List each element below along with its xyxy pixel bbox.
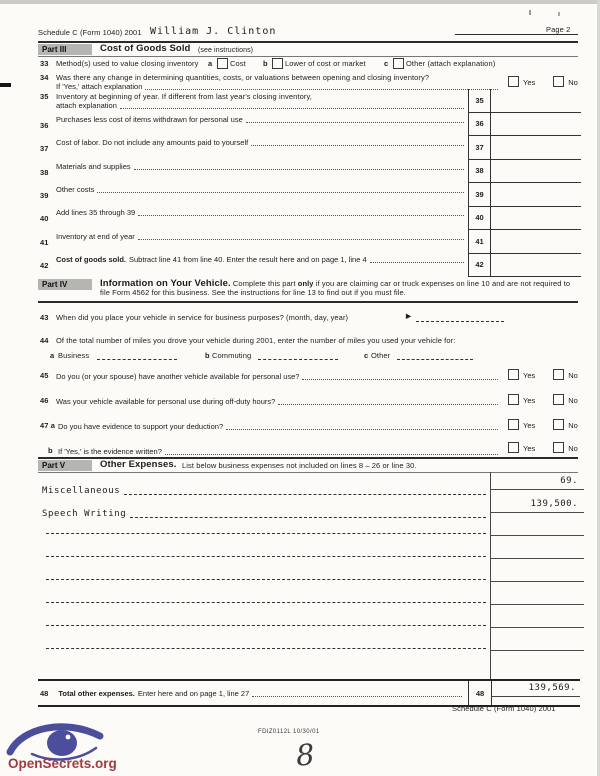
line44c-other-field[interactable] [397, 351, 473, 360]
line33-number: 33 [40, 59, 49, 68]
margin-mark [0, 83, 11, 87]
checkbox-yes[interactable] [508, 419, 519, 430]
part5-title: Other Expenses. [100, 459, 177, 470]
line48-row [38, 679, 580, 707]
expense-row [42, 532, 488, 535]
no-label: No [568, 444, 578, 453]
expense-amount[interactable]: 139,500. [490, 499, 584, 513]
line42-number: 42 [40, 261, 49, 270]
checkbox-no[interactable] [553, 394, 564, 405]
part3-title: Cost of Goods Sold [100, 43, 191, 54]
line46-number: 46 [40, 396, 49, 405]
handwritten-page-number: 8 [294, 737, 316, 773]
line37-amount[interactable] [491, 136, 581, 159]
checkbox-yes[interactable] [508, 394, 519, 405]
line41-text: Inventory at end of year [56, 232, 135, 241]
line48-text: Enter here and on page 1, line 27 [137, 689, 250, 698]
page-label: Page 2 [546, 25, 571, 34]
eye-iris [47, 730, 77, 756]
line47a-yesno [508, 419, 578, 430]
part3-note: (see instructions) [198, 47, 254, 54]
line41-amount[interactable] [491, 230, 581, 253]
table-row [469, 254, 581, 278]
line46-yesno [508, 394, 578, 405]
line42-bold: Cost of goods sold. [56, 255, 126, 264]
checkbox-no[interactable] [553, 369, 564, 380]
dotted-leader [138, 214, 464, 216]
expense-row [42, 647, 488, 650]
dashed-entry-line [46, 555, 486, 557]
expense-row [42, 486, 488, 496]
part4-desc1b: only [297, 279, 314, 288]
dashed-entry-line [124, 493, 486, 495]
dotted-leader [251, 144, 464, 146]
line42-text: Subtract line 41 from line 40. Enter the result here and on page 1, line 4 [129, 255, 367, 264]
dashed-entry-line [46, 532, 486, 534]
eye-sparkle [66, 735, 71, 740]
line38-number: 38 [40, 168, 49, 177]
expense-amount[interactable]: 69. [490, 476, 584, 490]
line33b-label: Lower of cost or market [285, 59, 366, 68]
table-row [469, 230, 581, 254]
yes-label: Yes [523, 444, 536, 453]
opensecrets-logo [0, 708, 122, 776]
line39-text: Other costs [56, 185, 95, 194]
line44a-letter: a [50, 351, 55, 360]
line44b-commuting-field[interactable] [258, 351, 338, 360]
line34-text2: If 'Yes,' attach explanation [56, 82, 143, 91]
expense-amount[interactable] [490, 637, 584, 651]
line33a-label: Cost [230, 59, 246, 68]
row-num: 39 [469, 183, 491, 206]
line44a-business-field[interactable] [97, 351, 177, 360]
yes-label: Yes [523, 421, 536, 430]
form-schedule-label: Schedule C (Form 1040) 2001 [38, 28, 142, 37]
part4-title: Information on Your Vehicle. [100, 278, 231, 289]
line45-text: Do you (or your spouse) have another vehicle available for personal use? [56, 372, 300, 381]
no-label: No [568, 421, 578, 430]
line35-text2: attach explanation [56, 101, 117, 110]
line39-row [56, 185, 466, 194]
dotted-leader [120, 107, 464, 109]
part5-label: Part V [38, 460, 92, 471]
line40-amount[interactable] [491, 207, 581, 230]
line35-text2-row [56, 101, 466, 110]
line40-text: Add lines 35 through 39 [56, 208, 136, 217]
line43-text: When did you place your vehicle in service for business purposes? (month, day, year) [56, 313, 349, 322]
line36-text: Purchases less cost of items withdrawn for personal use [56, 115, 243, 124]
line47a-number: 47 a [40, 421, 55, 430]
dotted-leader [246, 121, 464, 123]
no-label: No [568, 371, 578, 380]
line45-number: 45 [40, 371, 49, 380]
expense-row [42, 578, 488, 581]
checkbox-no[interactable] [553, 419, 564, 430]
dotted-leader [97, 191, 464, 193]
dotted-leader [145, 88, 498, 90]
dashed-entry-line [46, 578, 486, 580]
line44b-letter: b [205, 351, 210, 360]
logo-text[interactable]: OpenSecrets.org [8, 756, 117, 771]
line35-text1: Inventory at beginning of year. If different from last year's closing inventory, [56, 92, 312, 101]
line45-yesno [508, 369, 578, 380]
no-label: No [568, 396, 578, 405]
dotted-leader [370, 261, 464, 263]
dotted-leader [226, 428, 498, 430]
expense-row [42, 555, 488, 558]
expense-row [42, 509, 488, 519]
checkbox-cost[interactable] [217, 58, 228, 69]
scan-speck [558, 12, 560, 16]
part4-rule [38, 301, 578, 303]
line39-amount[interactable] [491, 183, 581, 206]
taxpayer-name: William J. Clinton [150, 26, 277, 37]
line44-text: Of the total number of miles you drove your vehicle during 2001, enter the number of miles you used your vehicle for: [56, 336, 456, 345]
checkbox-yes[interactable] [508, 442, 519, 453]
line35-amount[interactable] [491, 89, 581, 112]
part4-desc1a: Complete this part [232, 279, 296, 288]
line48-bold: Total other expenses. [58, 689, 135, 698]
line40-row [56, 208, 466, 217]
line33c-label: Other (attach explanation) [406, 59, 496, 68]
line48-label-row [40, 689, 464, 698]
line36-row [56, 115, 466, 124]
table-row [469, 207, 581, 231]
cogs-amount-table [468, 89, 581, 277]
checkbox-yes[interactable] [508, 76, 519, 87]
expense-amount[interactable] [490, 568, 584, 582]
line41-number: 41 [40, 238, 49, 247]
dotted-leader [134, 168, 464, 170]
line33a-letter: a [208, 59, 213, 68]
line43-date-field[interactable] [416, 313, 504, 322]
line36-number: 36 [40, 121, 49, 130]
table-row [469, 183, 581, 207]
part4-desc1c: if you are claiming car or truck expenses on line 10 and are not [315, 279, 532, 288]
footer-form-ref: Schedule C (Form 1040) 2001 [452, 704, 556, 713]
yes-label: Yes [523, 78, 536, 87]
row-num: 38 [469, 160, 491, 183]
part5-desc: List below business expenses not included on lines 8 – 26 or line 30. [182, 461, 417, 470]
line35-number: 35 [40, 92, 49, 101]
checkbox-no[interactable] [553, 76, 564, 87]
line42-amount[interactable] [491, 254, 581, 277]
row-num: 41 [469, 230, 491, 253]
no-label: No [568, 78, 578, 87]
expense-row [42, 624, 488, 627]
page-underline [455, 34, 578, 35]
table-row [469, 160, 581, 184]
line34-yesno [508, 76, 578, 87]
dashed-entry-line [46, 624, 486, 626]
checkbox-yes[interactable] [508, 369, 519, 380]
expense-amount[interactable] [490, 591, 584, 605]
line37-row [56, 138, 466, 147]
expense-row [42, 601, 488, 604]
line37-text: Cost of labor. Do not include any amounts paid to yourself [56, 138, 249, 147]
dashed-entry-line [46, 601, 486, 603]
checkbox-other[interactable] [393, 58, 404, 69]
line44c-label: Other [371, 351, 391, 360]
arrow-icon: ▶ [406, 313, 412, 320]
row-num: 37 [469, 136, 491, 159]
line38-text: Materials and supplies [56, 162, 131, 171]
line33-text: Method(s) used to value closing inventory [56, 59, 199, 68]
line42-row [56, 255, 466, 264]
part5-bar-rule [38, 472, 578, 473]
line34-number: 34 [40, 73, 49, 82]
line37-number: 37 [40, 144, 49, 153]
line48-box: 48 [468, 681, 492, 705]
line48-amount[interactable]: 139,569. [492, 683, 580, 697]
line47b-number: b [48, 446, 53, 455]
yes-label: Yes [523, 396, 536, 405]
dotted-leader [252, 695, 462, 697]
dotted-leader [138, 238, 464, 240]
part3-bar-rule [38, 56, 578, 57]
scan-edge-top [0, 0, 600, 4]
line46-text: Was your vehicle available for personal use during off-duty hours? [56, 397, 276, 406]
line38-amount[interactable] [491, 160, 581, 183]
line46-row [56, 397, 500, 406]
table-row [469, 113, 581, 137]
line48-number: 48 [40, 689, 49, 698]
part3-label: Part III [38, 44, 92, 55]
line44a-label: Business [58, 351, 90, 360]
dotted-leader [278, 403, 498, 405]
line34-text1: Was there any change in determining quantities, costs, or valuations between opening and closing inventory? [56, 73, 430, 82]
footer-doc-code: FDIZ0112L 10/30/01 [258, 729, 320, 735]
line38-row [56, 162, 466, 171]
checkbox-no[interactable] [553, 442, 564, 453]
line39-number: 39 [40, 191, 49, 200]
line34-text2-row [56, 82, 500, 91]
line36-amount[interactable] [491, 113, 581, 136]
line47a-text: Do you have evidence to support your deduction? [58, 422, 224, 431]
dashed-entry-line [130, 516, 486, 518]
part4-desc [100, 279, 578, 298]
line47b-text: If 'Yes,' is the evidence written? [58, 447, 162, 456]
part4-desc2: required to file Form 4562 for this business. See the instructions for line 13 to find out if you must file. [100, 279, 571, 298]
dotted-leader [165, 453, 498, 455]
row-num: 35 [469, 89, 491, 112]
scan-speck [529, 10, 531, 15]
expense-label[interactable]: Miscellaneous [42, 486, 121, 496]
checkbox-lower-cost-market[interactable] [272, 58, 283, 69]
line41-row [56, 232, 466, 241]
row-num: 42 [469, 254, 491, 277]
table-row [469, 89, 581, 113]
line40-number: 40 [40, 214, 49, 223]
line44b-label: Commuting [212, 351, 252, 360]
expense-amount[interactable] [490, 614, 584, 628]
part4-label: Part IV [38, 279, 92, 290]
line47a-row [58, 422, 500, 431]
table-row [469, 136, 581, 160]
row-num: 40 [469, 207, 491, 230]
expense-amount[interactable] [490, 545, 584, 559]
yes-label: Yes [523, 371, 536, 380]
line33b-letter: b [263, 59, 268, 68]
dashed-entry-line [46, 647, 486, 649]
line47b-row [58, 447, 500, 456]
line45-row [56, 372, 500, 381]
line44-number: 44 [40, 336, 49, 345]
line44c-letter: c [364, 351, 369, 360]
dotted-leader [302, 378, 498, 380]
expense-label[interactable]: Speech Writing [42, 509, 127, 519]
line43-number: 43 [40, 313, 49, 322]
line47b-yesno [508, 442, 578, 453]
row-num: 36 [469, 113, 491, 136]
line33c-letter: c [384, 59, 389, 68]
expense-amount[interactable] [490, 522, 584, 536]
